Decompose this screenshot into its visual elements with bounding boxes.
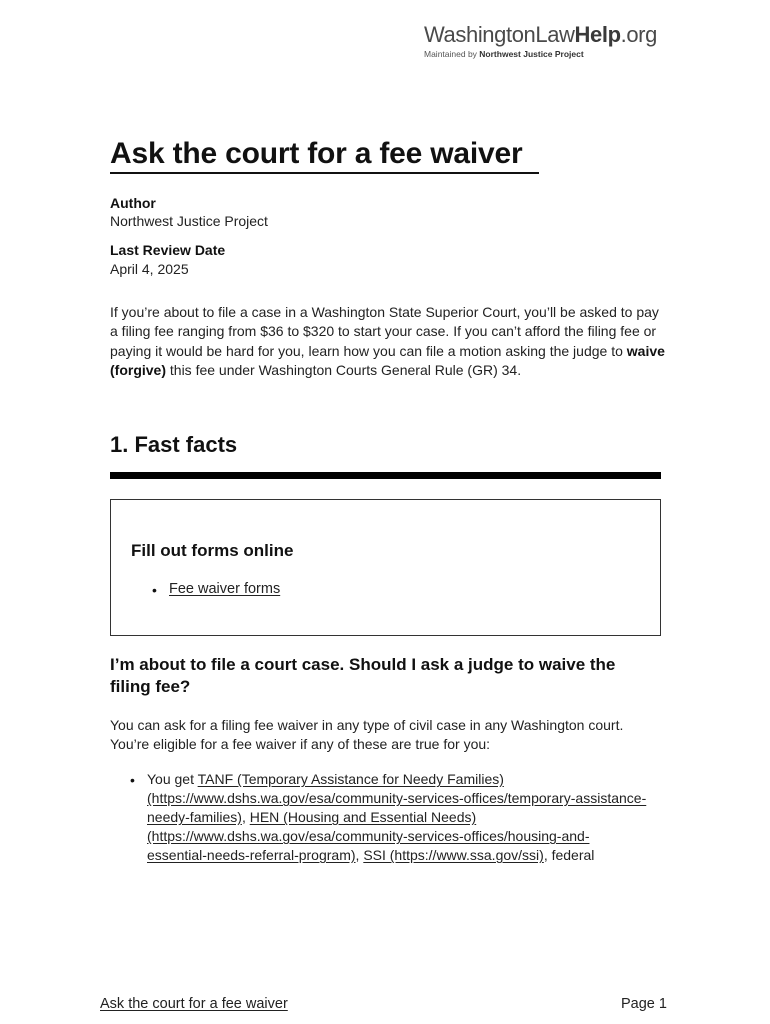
author-value: Northwest Justice Project [110,213,268,229]
tanf-link[interactable]: TANF (Temporary Assistance for Needy Families) (https://www.dshs.wa.gov/esa/community-services-offices/temporary-assistance-needy-families) [147,771,647,825]
bullet-icon: • [152,582,157,598]
site-logo[interactable] [424,22,664,62]
section-heading-fast-facts: 1. Fast facts [110,432,238,457]
eligibility-paragraph: You can ask for a filing fee waiver in any type of civil case in any Washington court. You’re eligible for a fee waiver if any of these are true for you: [110,717,624,753]
logo-wordmark: WashingtonLawHelp.org [424,22,657,47]
bullet-icon: • [130,772,135,788]
footer-title-link[interactable]: Ask the court for a fee waiver [100,996,288,1012]
forms-callout-box [110,499,661,636]
section-divider [110,472,661,479]
question-heading: I’m about to file a court case. Should I ask a judge to waive the filing fee? [110,655,616,696]
logo-tagline: Maintained by Northwest Justice Project [424,49,584,59]
ssi-link[interactable]: SSI (https://www.ssa.gov/ssi) [363,847,544,863]
fee-waiver-forms-link[interactable]: Fee waiver forms [169,581,281,597]
review-date-label: Last Review Date [110,242,226,258]
callout-heading: Fill out forms online [131,541,294,560]
review-date-value: April 4, 2025 [110,261,189,277]
intro-paragraph: If you’re about to file a case in a Washington State Superior Court, you’ll be asked to pay a filing fee ranging from $36 to $320 to start your case. If you can’t afford the filing fee or paying it would be hard for you, learn how you can file a motion asking the judge to waive (forgive) this fee under Washington Courts General Rule (GR) 34. [110,304,665,378]
page-title: Ask the court for a fee waiver [110,136,539,174]
intro-emphasis: waive (forgive) [110,342,665,378]
list-item-benefits: You get TANF (Temporary Assistance for Needy Families) (https://www.dshs.wa.gov/esa/community-services-offices/temporary-assistance-needy-families), HEN (Housing and Essential Needs) (https://www.dshs.wa.gov/esa/community-services-offices/housing-and-essential-needs-referral-program), SSI (https://www.ssa.gov/ssi), federal [147,771,647,863]
hen-link[interactable]: HEN (Housing and Essential Needs) (https://www.dshs.wa.gov/esa/community-services-offices/housing-and-essential-needs-referral-program) [147,809,590,863]
author-label: Author [110,195,156,211]
page-number: Page 1 [621,996,667,1012]
